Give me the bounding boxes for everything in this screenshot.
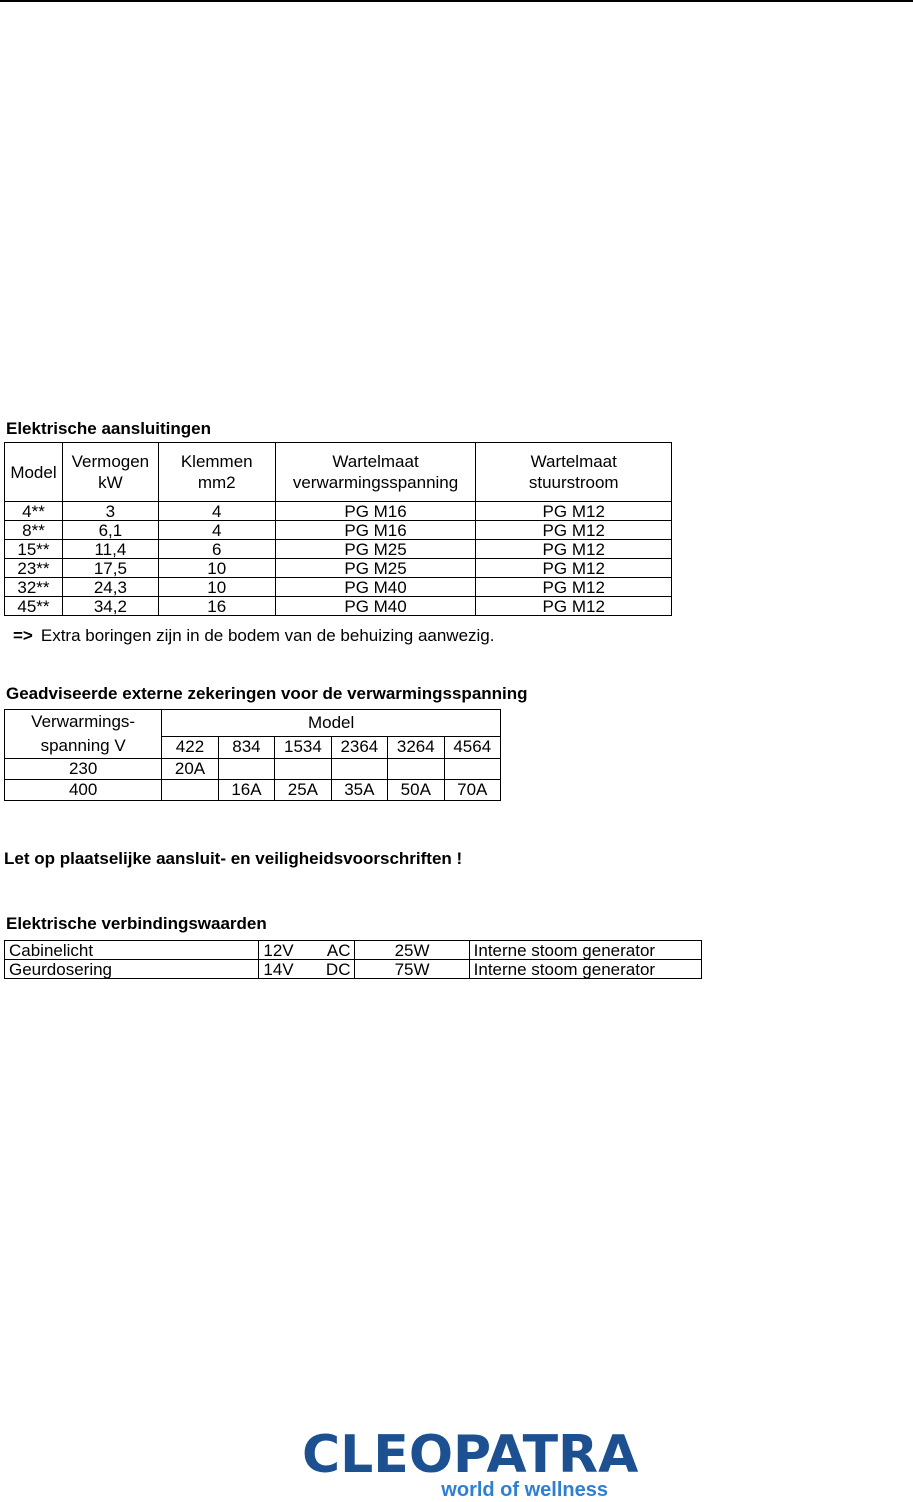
cell-voltage-type bbox=[259, 960, 355, 979]
fuses-table-body bbox=[5, 759, 501, 801]
header-model bbox=[5, 443, 63, 502]
logo-brand: CLEOPATRA bbox=[302, 1425, 639, 1485]
cell-klemmen: 6 bbox=[158, 540, 275, 559]
header-klemmen bbox=[158, 443, 275, 502]
header-vermogen bbox=[62, 443, 158, 502]
cell-model: 8** bbox=[5, 521, 63, 540]
safety-warning: Let op plaatselijke aansluit- en veiligheidsvoorschriften ! bbox=[4, 849, 463, 868]
cell-wartel-verwarming: PG M40 bbox=[275, 578, 476, 597]
cell-vermogen: 11,4 bbox=[62, 540, 158, 559]
cell-wartel-verwarming: PG M16 bbox=[275, 502, 476, 521]
cell-fuse bbox=[331, 759, 387, 780]
table-row bbox=[5, 578, 672, 597]
model-header: Model bbox=[162, 710, 501, 737]
voltage-header bbox=[5, 710, 162, 759]
header-wartelmaat-stuurstroom bbox=[476, 443, 672, 502]
cell-fuse bbox=[162, 780, 218, 801]
current-type: DC bbox=[325, 959, 351, 979]
cell-power: 25W bbox=[355, 941, 469, 960]
cell-source: Interne stoom generator bbox=[469, 941, 701, 960]
section-title-verbindingswaarden: Elektrische verbindingswaarden bbox=[6, 914, 267, 933]
cell-fuse: 16A bbox=[218, 780, 274, 801]
voltage-value: 14V bbox=[263, 959, 294, 979]
header-text: stuurstroom bbox=[528, 473, 619, 492]
cell-fuse bbox=[218, 759, 274, 780]
header-rule bbox=[0, 0, 913, 2]
table-row bbox=[5, 597, 672, 616]
table-row bbox=[5, 941, 702, 960]
cell-wartel-stuurstroom: PG M12 bbox=[476, 597, 672, 616]
cell-wartel-verwarming: PG M25 bbox=[275, 540, 476, 559]
cell-voltage-type bbox=[259, 941, 355, 960]
cell-wartel-stuurstroom: PG M12 bbox=[476, 521, 672, 540]
cell-wartel-verwarming: PG M16 bbox=[275, 521, 476, 540]
header-text: Vermogen bbox=[71, 452, 150, 471]
cell-klemmen: 4 bbox=[158, 502, 275, 521]
model-number: 4564 bbox=[444, 736, 500, 758]
note-arrow: => bbox=[13, 626, 33, 645]
table-row bbox=[5, 540, 672, 559]
cell-wartel-verwarming: PG M25 bbox=[275, 559, 476, 578]
fuses-table bbox=[4, 709, 501, 801]
header-text: Verwarmings- bbox=[31, 712, 136, 731]
header-text: spanning V bbox=[40, 736, 126, 755]
cell-wartel-stuurstroom: PG M12 bbox=[476, 540, 672, 559]
section-title-aansluitingen: Elektrische aansluitingen bbox=[6, 419, 212, 438]
header-text: verwarmingsspanning bbox=[292, 473, 459, 492]
connection-values-table bbox=[4, 940, 702, 979]
cell-voltage: 230 bbox=[5, 759, 162, 780]
cell-model: 15** bbox=[5, 540, 63, 559]
cell-name: Cabinelicht bbox=[5, 941, 259, 960]
model-number: 1534 bbox=[275, 736, 331, 758]
model-number: 834 bbox=[218, 736, 274, 758]
cell-model: 45** bbox=[5, 597, 63, 616]
cell-vermogen: 34,2 bbox=[62, 597, 158, 616]
cell-wartel-verwarming: PG M40 bbox=[275, 597, 476, 616]
table-row bbox=[5, 759, 501, 780]
table-row bbox=[5, 502, 672, 521]
cell-klemmen: 10 bbox=[158, 559, 275, 578]
cell-vermogen: 3 bbox=[62, 502, 158, 521]
header-text: Klemmen bbox=[180, 452, 253, 471]
cell-klemmen: 16 bbox=[158, 597, 275, 616]
cell-fuse bbox=[275, 759, 331, 780]
cell-klemmen: 4 bbox=[158, 521, 275, 540]
connections-table-body bbox=[5, 502, 672, 616]
table-row bbox=[5, 780, 501, 801]
cell-wartel-stuurstroom: PG M12 bbox=[476, 578, 672, 597]
header-text: Wartelmaat bbox=[332, 452, 419, 471]
cell-klemmen: 10 bbox=[158, 578, 275, 597]
current-type: AC bbox=[326, 940, 351, 960]
cell-fuse bbox=[444, 759, 500, 780]
cell-fuse: 50A bbox=[388, 780, 444, 801]
cleopatra-logo bbox=[302, 1425, 639, 1501]
connection-values-body bbox=[5, 941, 702, 979]
section-title-zekeringen: Geadviseerde externe zekeringen voor de verwarmingsspanning bbox=[6, 684, 528, 703]
cell-voltage: 400 bbox=[5, 780, 162, 801]
fuses-header-row bbox=[5, 710, 501, 737]
logo-tagline: world of wellness bbox=[441, 1479, 608, 1501]
cell-source: Interne stoom generator bbox=[469, 960, 701, 979]
header-text: mm2 bbox=[197, 473, 236, 492]
cell-fuse: 20A bbox=[162, 759, 218, 780]
cell-wartel-stuurstroom: PG M12 bbox=[476, 559, 672, 578]
header-text: kW bbox=[98, 473, 123, 492]
note-text: Extra boringen zijn in de bodem van de behuizing aanwezig. bbox=[40, 626, 495, 645]
table-row bbox=[5, 960, 702, 979]
model-number: 2364 bbox=[331, 736, 387, 758]
cell-model: 23** bbox=[5, 559, 63, 578]
cell-wartel-stuurstroom: PG M12 bbox=[476, 502, 672, 521]
table-header-row bbox=[5, 443, 672, 502]
table-row bbox=[5, 559, 672, 578]
header-text: Wartelmaat bbox=[530, 452, 617, 471]
cell-power: 75W bbox=[355, 960, 469, 979]
table-row bbox=[5, 521, 672, 540]
note-extra-boringen bbox=[13, 626, 495, 646]
cell-fuse: 70A bbox=[444, 780, 500, 801]
cell-vermogen: 24,3 bbox=[62, 578, 158, 597]
cell-name: Geurdosering bbox=[5, 960, 259, 979]
connections-table bbox=[4, 442, 672, 616]
header-text: Model bbox=[10, 462, 57, 482]
cell-fuse: 25A bbox=[275, 780, 331, 801]
cell-fuse: 35A bbox=[331, 780, 387, 801]
model-number: 3264 bbox=[388, 736, 444, 758]
voltage-value: 12V bbox=[263, 940, 294, 960]
header-wartelmaat-verwarming bbox=[275, 443, 476, 502]
cell-model: 4** bbox=[5, 502, 63, 521]
model-number: 422 bbox=[162, 736, 218, 758]
cell-vermogen: 17,5 bbox=[62, 559, 158, 578]
cell-model: 32** bbox=[5, 578, 63, 597]
cell-vermogen: 6,1 bbox=[62, 521, 158, 540]
cell-fuse bbox=[388, 759, 444, 780]
